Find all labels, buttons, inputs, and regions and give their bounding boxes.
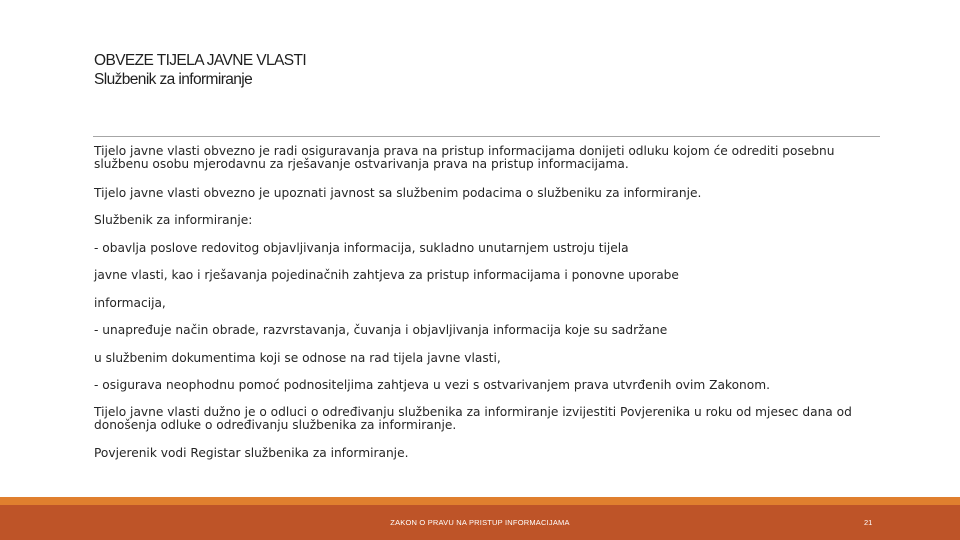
paragraph-duty-1b: javne vlasti, kao i rješavanja pojedinačnih zahtjeva za pristup informacijama i ponovne uporabe xyxy=(94,268,679,282)
footer-accent-stripe xyxy=(0,497,960,505)
paragraph-duty-2b: u službenim dokumentima koji se odnose na rad tijela javne vlasti, xyxy=(94,351,501,365)
paragraph-duty-2a: - unapređuje način obrade, razvrstavanja, čuvanja i objavljivanja informacija koje su sadržane xyxy=(94,323,668,337)
paragraph-official-appointment: Tijelo javne vlasti obvezno je radi osiguravanja prava na pristup informacijama donijeti odluku kojom će odrediti posebnu službenu osobu mjerodavnu za rješavanje ostvarivanja prava na pristup informacijama. xyxy=(94,144,835,171)
slide-title-block xyxy=(94,51,874,89)
slide-title: OBVEZE TIJELA JAVNE VLASTI xyxy=(94,52,307,69)
title-divider xyxy=(93,136,880,137)
paragraph-register: Povjerenik vodi Registar službenika za informiranje. xyxy=(94,446,409,460)
paragraph-duty-1a: - obavlja poslove redovitog objavljivanja informacija, sukladno unutarnjem ustroju tijela xyxy=(94,241,629,255)
footer-title: ZAKON O PRAVU NA PRISTUP INFORMACIJAMA xyxy=(390,518,570,527)
paragraph-inform-public: Tijelo javne vlasti obvezno je upoznati javnost sa službenim podacima o službeniku za informiranje. xyxy=(94,186,702,200)
paragraph-officer-heading: Službenik za informiranje: xyxy=(94,213,253,227)
paragraph-duty-1c: informacija, xyxy=(94,296,166,310)
paragraph-notify-commissioner: Tijelo javne vlasti dužno je o odluci o određivanju službenika za informiranje izvijestiti Povjerenika u roku od mjesec dana od donošenja odluke o određivanju službenika za informiranje. xyxy=(94,405,852,432)
paragraph-duty-3: - osigurava neophodnu pomoć podnositeljima zahtjeva u vezi s ostvarivanjem prava utvrđenih ovim Zakonom. xyxy=(94,378,770,392)
page-number: 21 xyxy=(864,518,873,527)
slide-subtitle: Službenik za informiranje xyxy=(94,71,253,88)
